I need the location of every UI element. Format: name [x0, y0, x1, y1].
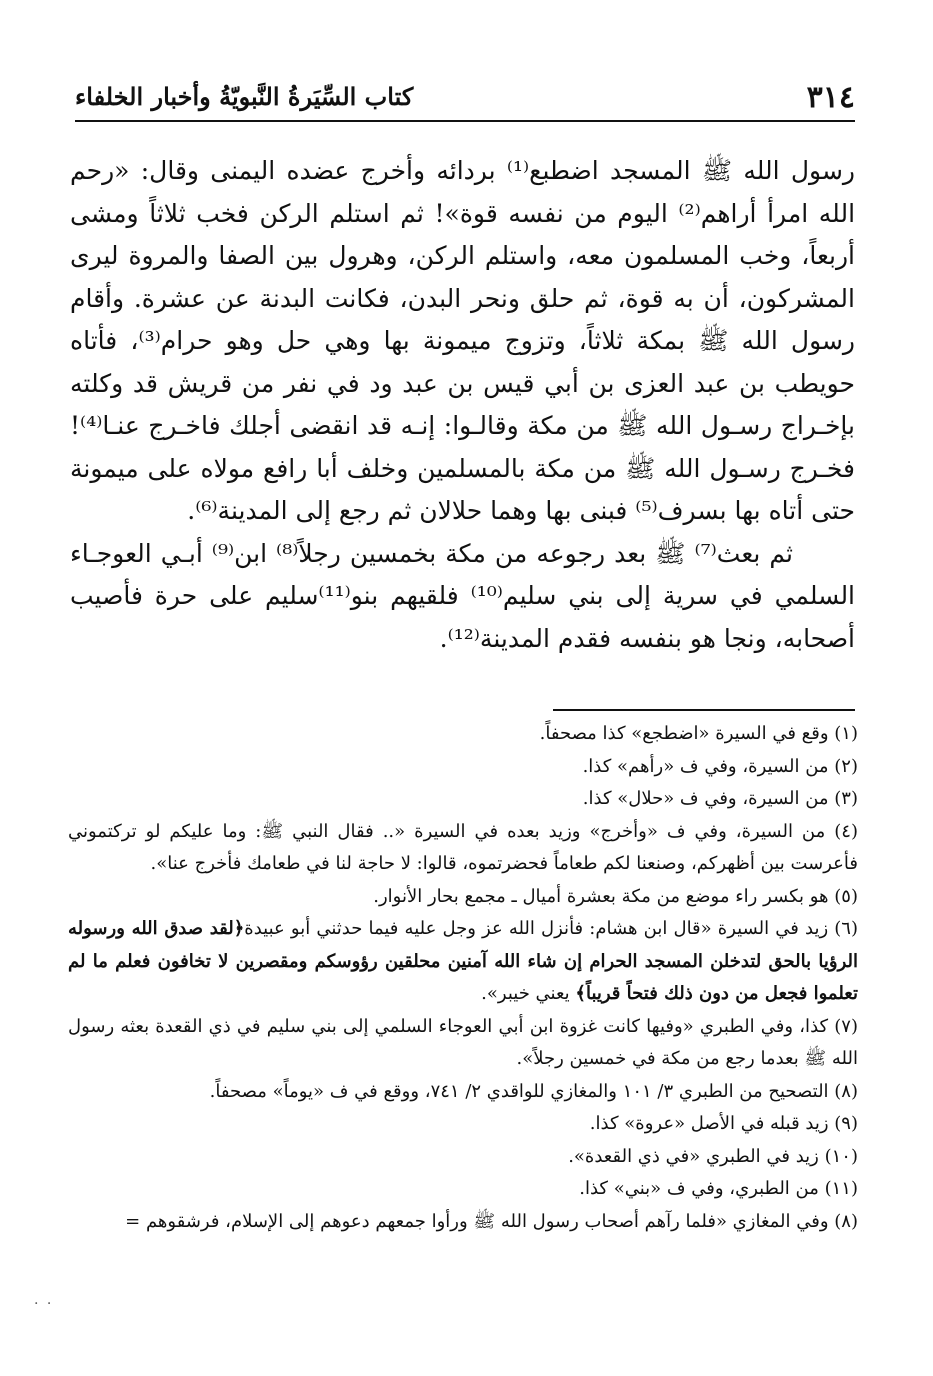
footnote-9: (٩) زيد قبله في الأصل «عروة» كذا. — [589, 1113, 858, 1134]
footnote-7: (٧) كذا، وفي الطبري «وفيها كانت غزوة ابن أبي العوجاء السلمي إلى بني سليم في ذي القعدة بعثه رسول الله ﷺ بعدما رجع من مكة في خمسين رجلاً». — [68, 1015, 858, 1069]
footnote-12: (٨) وفي المغازي «فلما رآهم أصحاب رسول الله ﷺ ورأوا جمعهم دعوهم إلى الإسلام، فرشقوهم = — [125, 1210, 858, 1232]
paragraph-1: رسول الله ﷺ المسجد اضطبع⁽¹⁾ بردائه وأخرج عضده اليمنى وقال: «رحم الله امرأ أراهم⁽²⁾ اليوم من نفسه قوة»! ثم استلم الركن فخب ثلاثاً ومشى أربعاً، وخب المسلمون معه، واستلم الركن، وهرول بين الصفا والمروة ليرى المشركون، أن به قوة، ثم حلق ونحر البدن، فكانت البدنة عن عشرة. وأقام رسول الله ﷺ بمكة ثلاثاً، وتزوج ميمونة بها وهي حل وهو حرام⁽³⁾، فأتاه حويطب بن عبد العزى بن أبي قيس بن عبد ود في نفر من قريش قد وكلته بإخـراج رسـول الله ﷺ من مكة وقالـوا: إنـه قد انقضى أجلك فاخـرج عنـا⁽⁴⁾! فخـرج رسـول الله ﷺ من مكة بالمسلمين وخلف أبا رافع مولاه على ميمونة حتى أتاه بها بسرف⁽⁵⁾ فبنى بها وهما حلالان ثم رجع إلى المدينة⁽⁶⁾. — [70, 156, 856, 525]
footnote-6-end: يعني خيبر». — [481, 983, 576, 1004]
margin-marks: . . — [34, 1292, 54, 1308]
main-text — [70, 150, 855, 660]
footnote-6-quran-verse: ﴿لقد صدق الله ورسوله الرؤيا بالحق لتدخلن المسجد الحرام إن شاء الله آمنين محلقين رؤوسكم ومقصرين لا تخافون فعلم ما لم تعلموا فجعل من دون ذلك فتحاً قريباً﴾ — [68, 918, 858, 1004]
footnote-10: (١٠) زيد في الطبري «في ذي القعدة». — [568, 1145, 858, 1167]
footnote-6 — [68, 913, 858, 1011]
footnotes — [68, 718, 858, 1238]
page-header — [75, 74, 855, 122]
header-rule — [75, 120, 855, 122]
footnote-3: (٣) من السيرة، وفي ف «حلال» كذا. — [582, 788, 858, 809]
footnote-1: (١) وقع في السيرة «اضطجع» كذا مصحفاً. — [539, 723, 858, 744]
footnote-8: (٨) التصحيح من الطبري ٣/ ١٠١ والمغازي للواقدي ٢/ ٧٤١، ووقع في ف «يوماً» مصحفاً. — [209, 1080, 858, 1102]
running-title: كتاب السِّيَرةُ النَّبويّةُ وأخبار الخلفاء — [75, 82, 414, 111]
page-number: ٣١٤ — [806, 80, 855, 115]
footnote-2: (٢) من السيرة، وفي ف «رأهم» كذا. — [582, 755, 858, 777]
footnote-11: (١١) من الطبري، وفي ف «بني» كذا. — [579, 1178, 858, 1199]
paragraph-2: ثم بعث⁽⁷⁾ ﷺ بعد رجوعه من مكة بخمسين رجلاً⁽⁸⁾ ابن⁽⁹⁾ أبـي العوجـاء السلمي في سرية إلى بني سليم⁽¹⁰⁾ فلقيهم بنو⁽¹¹⁾سليم على حرة فأصيب أصحابه، ونجا هو بنفسه فقدم المدينة⁽¹²⁾. — [70, 538, 856, 653]
footnote-6-intro: (٦) زيد في السيرة «قال ابن هشام: فأنزل الله عز وجل عليه فيما حدثني أبو عبيدة — [244, 918, 858, 939]
footnote-separator — [553, 709, 855, 711]
footnote-5: (٥) هو بكسر راء موضع من مكة بعشرة أميال ـ مجمع بحار الأنوار. — [373, 885, 858, 907]
footnote-4: (٤) من السيرة، وفي ف «وأخرج» وزيد بعده في السيرة «.. فقال النبي ﷺ: وما عليكم لو تركتموني فأعرست بين أظهركم، وصنعنا لكم طعاماً فحضرتموه، قالوا: لا حاجة لنا في طعامك فأخرج عنا». — [68, 820, 858, 874]
